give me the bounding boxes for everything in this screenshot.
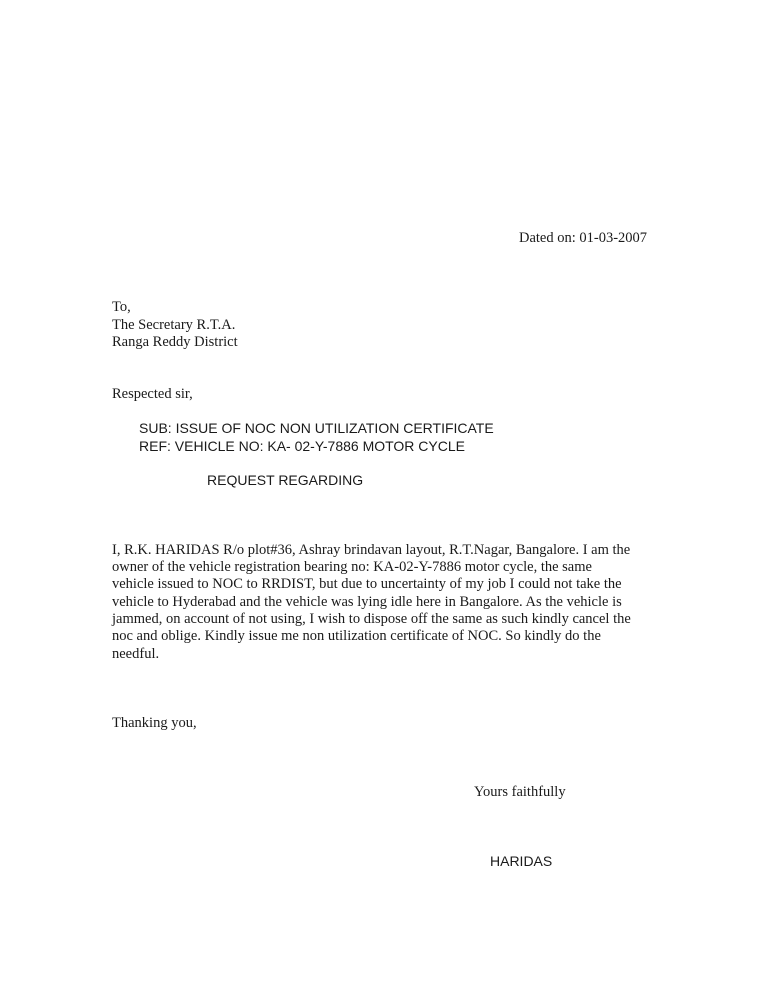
body-line: needful.: [112, 646, 160, 662]
body-line: noc and oblige. Kindly issue me non utilization certificate of NOC. So kindly do the: [112, 628, 601, 644]
recipient-to: To,: [112, 299, 131, 315]
date-line: Dated on: 01-03-2007: [519, 230, 648, 246]
thanking-line: Thanking you,: [112, 715, 197, 731]
body-line: vehicle issued to NOC to RRDIST, but due to uncertainty of my job I could not take the: [112, 576, 622, 592]
signature-name: HARIDAS: [490, 853, 553, 869]
body-line: jammed, on account of not using, I wish to dispose off the same as such kindly cancel the: [112, 611, 631, 627]
subject-line: SUB: ISSUE OF NOC NON UTILIZATION CERTIFICATE: [139, 420, 494, 436]
reference-line: REF: VEHICLE NO: KA- 02-Y-7886 MOTOR CYCLE: [139, 438, 465, 454]
body-line: I, R.K. HARIDAS R/o plot#36, Ashray brindavan layout, R.T.Nagar, Bangalore. I am the: [112, 542, 631, 558]
recipient-line-2: Ranga Reddy District: [112, 334, 238, 350]
closing-line: Yours faithfully: [474, 784, 566, 800]
request-heading: REQUEST REGARDING: [207, 472, 364, 488]
body-line: owner of the vehicle registration bearing no: KA-02-Y-7886 motor cycle, the same: [112, 559, 592, 575]
greeting: Respected sir,: [112, 386, 193, 402]
recipient-line-1: The Secretary R.T.A.: [112, 317, 236, 333]
body-line: vehicle to Hyderabad and the vehicle was lying idle here in Bangalore. As the vehicle is: [112, 594, 622, 610]
